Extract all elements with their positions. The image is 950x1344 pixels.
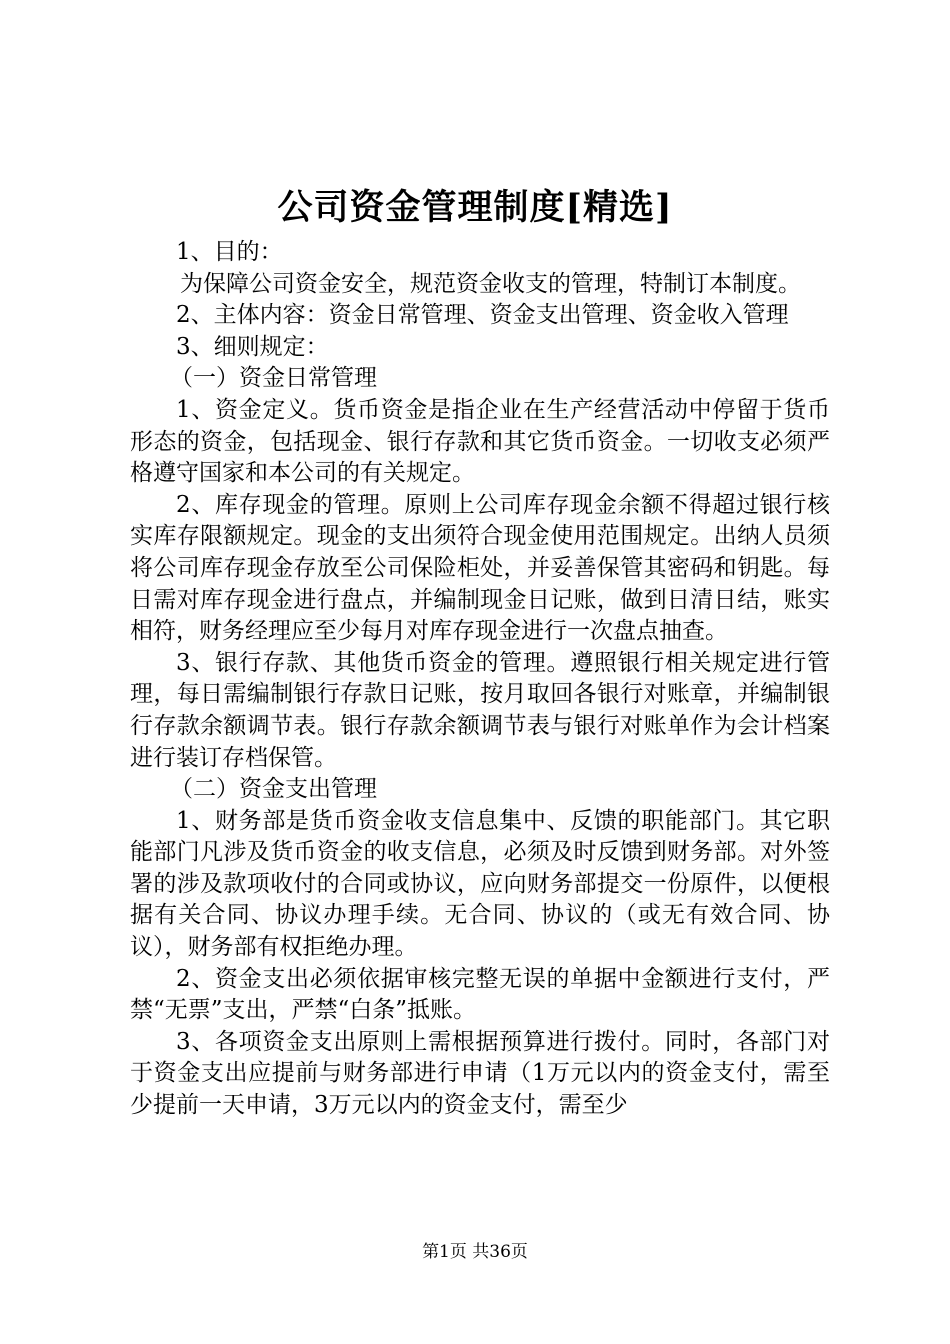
document-title: 公司资金管理制度[精选] [277, 187, 673, 228]
paragraph: 3、各项资金支出原则上需根据预算进行拨付。同时，各部门对于资金支出应提前与财务部进行申请（1万元以内的资金支付，需至少提前一天申请，3万元以内的资金支付，需至少 [130, 1028, 830, 1119]
paragraph: 2、主体内容：资金日常管理、资金支出管理、资金收入管理 [176, 302, 789, 329]
document-body [130, 237, 830, 1122]
paragraph: 1、财务部是货币资金收支信息集中、反馈的职能部门。其它职能部门凡涉及货币资金的收支信息，必须及时反馈到财务部。对外签署的涉及款项收付的合同或协议，应向财务部提交一份原件，以便根据有关合同、协议办理手续。无合同、协议的（或无有效合同、协议），财务部有权拒绝办理。 [130, 807, 830, 961]
paragraph: 3、细则规定： [176, 333, 329, 360]
paragraph: 3、银行存款、其他货币资金的管理。遵照银行相关规定进行管理，每日需编制银行存款日记账，按月取回各银行对账章，并编制银行存款余额调节表。银行存款余额调节表与银行对账单作为会计档案进行装订存档保管。 [130, 649, 830, 771]
page-footer: 第1页 共36页 [422, 1242, 528, 1262]
section-heading: （一）资金日常管理 [170, 365, 377, 392]
paragraph: 1、目的： [176, 239, 283, 265]
section-heading: （二）资金支出管理 [170, 776, 377, 803]
paragraph: 2、资金支出必须依据审核完整无误的单据中金额进行支付，严禁“无票”支出，严禁“白条”抵账。 [130, 965, 830, 1024]
paragraph: 为保障公司资金安全，规范资金收支的管理，特制订本制度。 [180, 270, 801, 297]
paragraph: 2、库存现金的管理。原则上公司库存现金余额不得超过银行核实库存限额规定。现金的支出须符合现金使用范围规定。出纳人员须将公司库存现金存放至公司保险柜处，并妥善保管其密码和钥匙。每日需对库存现金进行盘点，并编制现金日记账，做到日清日结，账实相符，财务经理应至少每月对库存现金进行一次盘点抽查。 [130, 491, 830, 645]
paragraph: 1、资金定义。货币资金是指企业在生产经营活动中停留于货币形态的资金，包括现金、银行存款和其它货币资金。一切收支必须严格遵守国家和本公司的有关规定。 [130, 396, 830, 487]
